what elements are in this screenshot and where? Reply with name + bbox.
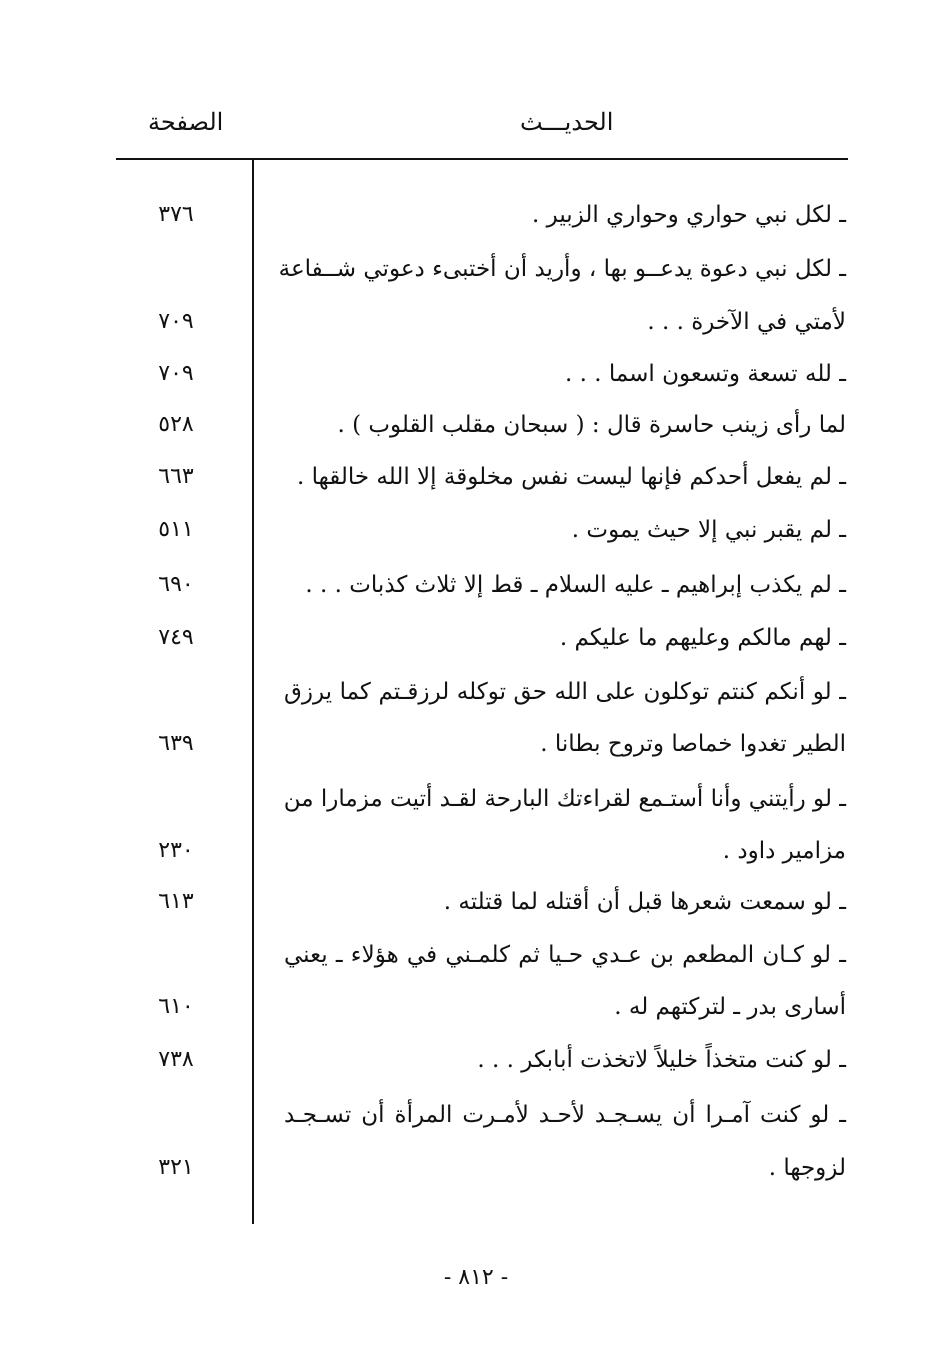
page-number: - ٨١٢ - xyxy=(443,1265,509,1290)
hadith-text-line: لما رأى زينب حاسرة قال : ( سبحان مقلب القلوب ) . xyxy=(337,412,846,438)
hadith-text-line: ـ لكل نبي حواري وحواري الزبير . xyxy=(532,202,846,228)
page-reference: ٢٣٠ xyxy=(158,838,194,863)
page-reference: ٦٦٣ xyxy=(158,464,194,489)
column-divider xyxy=(252,158,254,1224)
hadith-text-line: ـ لله تسعة وتسعون اسما . . . xyxy=(564,361,846,387)
hadith-column-header: الحديـــث xyxy=(520,108,614,136)
hadith-text-line: ـ لم يقبر نبي إلا حيث يموت . xyxy=(571,517,846,543)
page-reference: ٥١١ xyxy=(158,517,194,542)
page-reference: ٥٢٨ xyxy=(158,412,194,437)
hadith-text-line: ـ لو سمعت شعرها قبل أن أقتله لما قتلته . xyxy=(443,889,846,915)
page-reference: ٦١٣ xyxy=(158,889,194,914)
page-reference: ٧٣٨ xyxy=(158,1047,194,1072)
hadith-text-line: ـ لو أنكم كنتم توكلون على الله حق توكله لرزقـتم كما يرزق xyxy=(284,679,846,705)
hadith-text-line: ـ لم يكذب إبراهيم ـ عليه السلام ـ قط إلا ثلاث كذبات . . . xyxy=(305,572,846,598)
page-reference: ٧٤٩ xyxy=(158,625,194,650)
hadith-text-line: مزامير داود . xyxy=(722,838,846,864)
header-divider xyxy=(116,158,848,160)
hadith-text-line: ـ لم يفعل أحدكم فإنها ليست نفس مخلوقة إلا الله خالقها . xyxy=(296,464,846,490)
page-reference: ٦٣٩ xyxy=(158,731,194,756)
hadith-text-line: لأمتي في الآخرة . . . xyxy=(647,309,846,335)
hadith-text-line: ـ لو كنت آمـرا أن يسـجـد لأحـد لأمـرت المرأة أن تسـجـد xyxy=(284,1102,846,1128)
page-column-header: الصفحة xyxy=(148,108,224,136)
hadith-text-line: أسارى بدر ـ لتركتهم له . xyxy=(614,994,846,1020)
page-reference: ٣٢١ xyxy=(158,1155,194,1180)
hadith-text-line: الطير تغدوا خماصا وتروح بطانا . xyxy=(540,731,846,757)
hadith-text-line: ـ لو كنت متخذاً خليلاً لاتخذت أبابكر . . . xyxy=(477,1047,846,1073)
page-reference: ٧٠٩ xyxy=(158,309,194,334)
hadith-text-line: لزوجها . xyxy=(768,1155,846,1181)
hadith-text-line: ـ لهم مالكم وعليهم ما عليكم . xyxy=(559,625,846,651)
hadith-text-line: ـ لو رأيتني وأنا أستـمع لقراءتك البارحة لقـد أتيت مزمارا من xyxy=(283,786,846,812)
hadith-text-line: ـ لكل نبي دعوة يدعــو بها ، وأريد أن أختبىء دعوتي شــفاعة xyxy=(278,256,846,282)
page-reference: ٣٧٦ xyxy=(158,202,194,227)
hadith-text-line: ـ لو كـان المطعم بن عـدي حـيا ثم كلمـني في هؤلاء ـ يعني xyxy=(284,942,846,968)
page-reference: ٦٩٠ xyxy=(158,572,194,597)
page-reference: ٦١٠ xyxy=(158,994,194,1019)
page-reference: ٧٠٩ xyxy=(158,361,194,386)
